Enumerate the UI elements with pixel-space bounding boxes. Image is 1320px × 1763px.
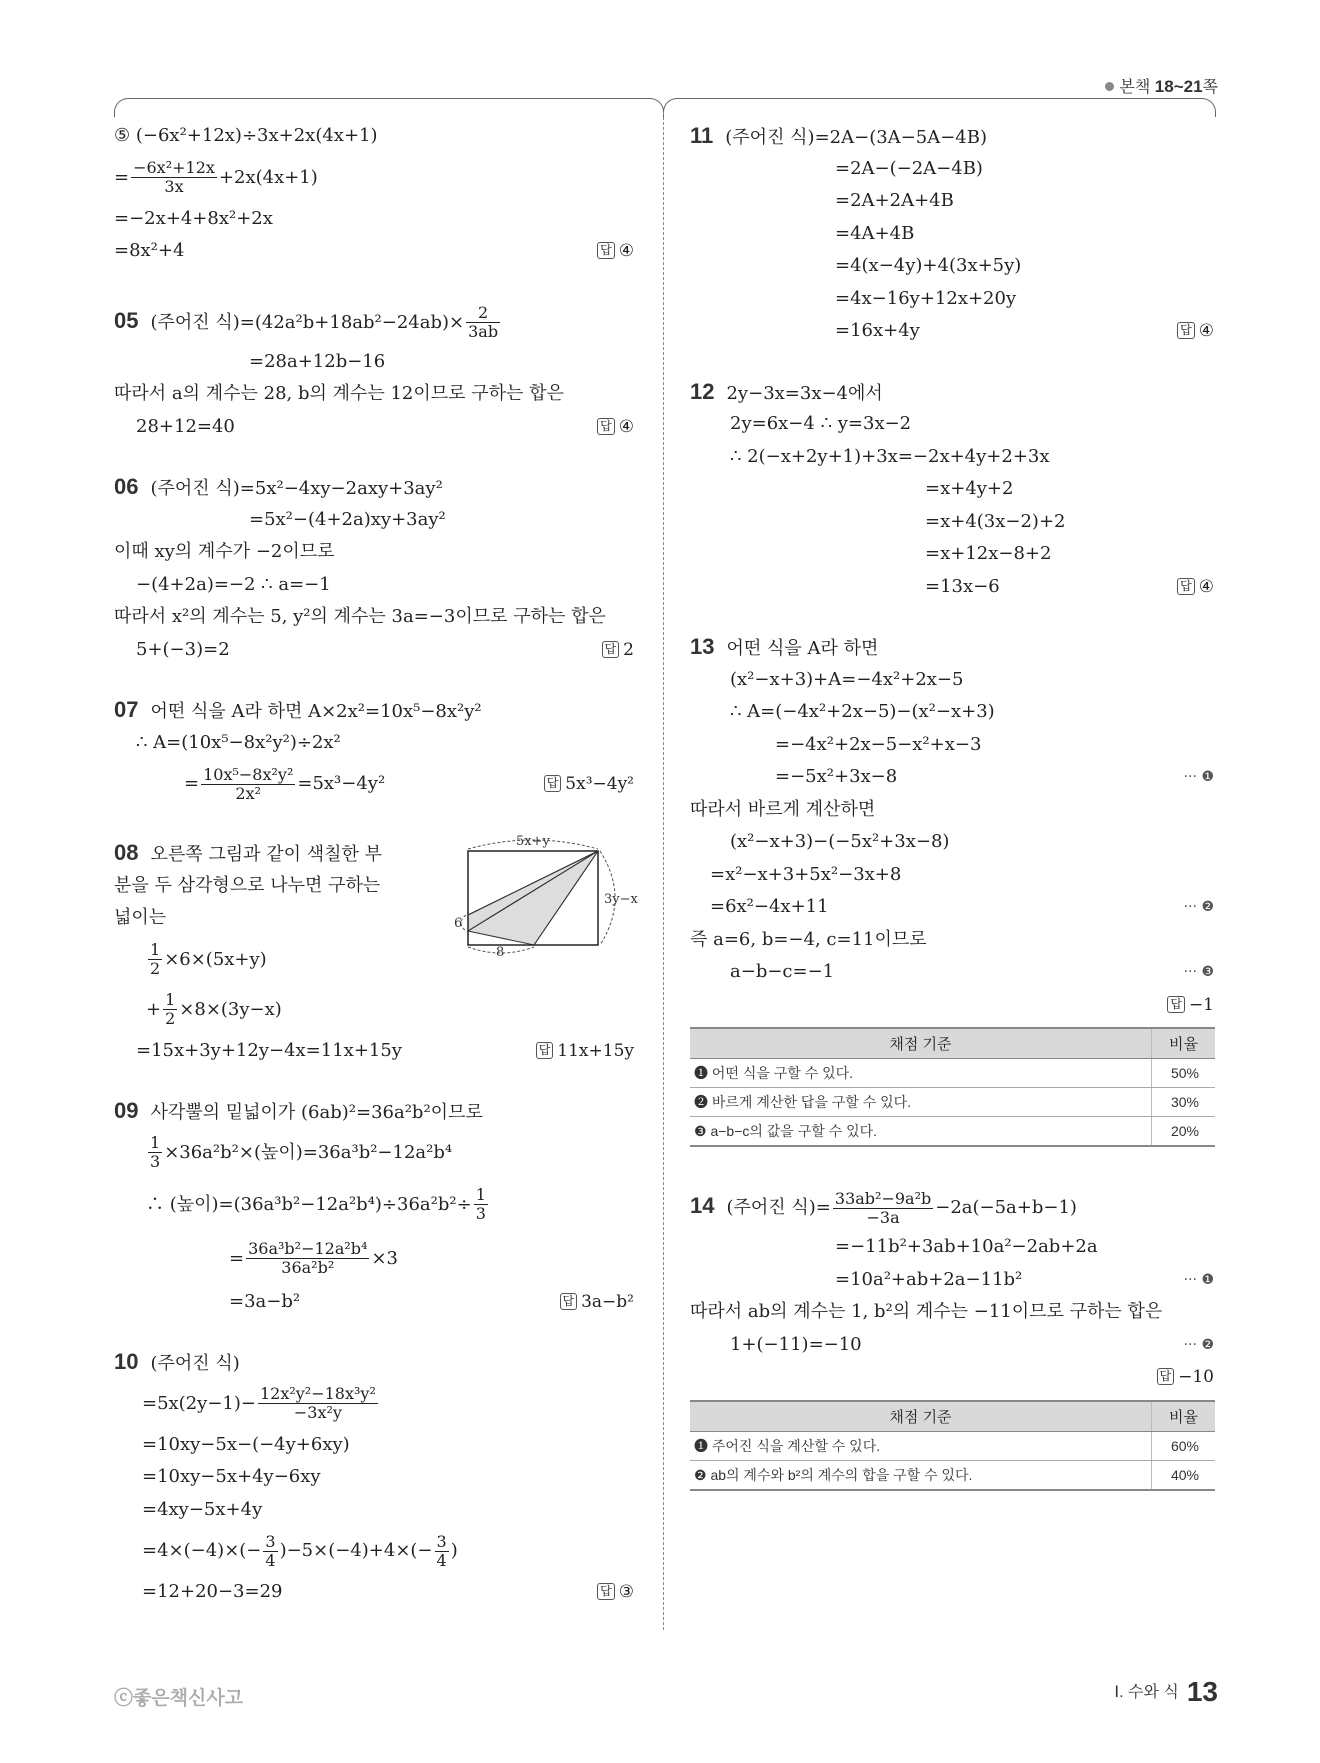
p10-line: =5x(2y−1)− $\frac{\text{12x²y²−18x³y²}}{\text{−3x²y}}$	[142, 1384, 376, 1422]
p12-line: 2y=6x−4 ∴ y=3x−2	[730, 413, 912, 434]
fraction: $\frac{\text{12x²y²−18x³y²}}{\text{−3x²y}}$	[259, 1384, 376, 1422]
p14-answer-line	[690, 1361, 1214, 1394]
p11-line: =4(x−4y)+4(3x+5y)	[835, 255, 1022, 276]
p14-line: =10a²+ab+2a−11b² ··· ❶	[690, 1264, 1214, 1297]
p13-line: =−4x²+2x−5−x²+x−3	[775, 733, 982, 755]
p04-line: =8x²+4 답 ④	[114, 235, 634, 268]
problem-05: 05 (주어진 식)=(42a²b+18ab²−24ab)× $\frac{2}{3ab}$	[114, 303, 499, 341]
answer-mark-icon: 답	[1157, 1368, 1175, 1385]
answer-mark-icon: 답	[1167, 996, 1185, 1013]
p11-line: =2A−(−2A−4B)	[835, 157, 983, 179]
p09-line: ∴ (높이)=(36a³b²−12a²b⁴)÷36a²b²÷ $\frac{1}{3}$	[146, 1185, 486, 1223]
problem-13: 13 어떤 식을 A라 하면	[690, 634, 879, 659]
step-marker: ··· ❶	[1183, 1271, 1214, 1288]
p11-line: =16x+4y 답 ④	[690, 315, 1214, 348]
table-row: ❸ a−b−c의 값을 구할 수 있다. 20%	[690, 1117, 1215, 1147]
p13-line: (x²−x+3)−(−5x²+3x−8)	[730, 831, 950, 852]
right-column-frame	[663, 98, 1216, 117]
fig-label-top: 5x+y	[516, 834, 550, 849]
p11-line: =4A+4B	[835, 222, 915, 244]
answer: 답 ④	[1177, 315, 1214, 348]
answer: 답 ④	[597, 411, 634, 444]
p11-line: =2A+2A+4B	[835, 190, 954, 211]
p11-line: =4x−16y+12x+20y	[835, 287, 1017, 309]
p07-line: ∴ A=(10x⁵−8x²y²)÷2x²	[136, 731, 341, 753]
answer: 답 −1	[1167, 989, 1214, 1022]
problem-12: 12 2y−3x=3x−4에서	[690, 378, 883, 404]
problem-14: 14 (주어진 식)= $\frac{\text{33ab²−9a²b}}{-3a}$ −2a(−5a+b−1)	[690, 1188, 1077, 1227]
p13-line: ∴ A=(−4x²+2x−5)−(x²−x+3)	[730, 701, 995, 722]
fig-label-right: 3y−x	[604, 892, 638, 907]
p10-line: =4×(−4)×(− $\frac{3}{4}$ )−5×(−4)+4×(− $\frac{3}{4}$ )	[142, 1531, 458, 1570]
problem-11: 11 (주어진 식)=2A−(3A−5A−4B)	[690, 123, 987, 148]
table-row: ❷ 바르게 계산한 답을 구할 수 있다. 30%	[690, 1088, 1215, 1117]
page-reference: 본책 18~21쪽	[1105, 74, 1218, 97]
problem-08: 5x+y 3y−x 6 8 08 오른쪽 그림과 같이 색칠한 부 분을 두 삼각형으로 나누면 구하는 넓이는 $\frac{1}{2}$ ×6×(5x+y) + $\frac{1}{2}$ ×8×(3y−x) =15x+3y+12y−4x=11x+15y 답 11x+15y	[114, 837, 634, 1067]
p12-line: =x+4y+2	[925, 478, 1014, 499]
p06-line: 5+(−3)=2 답 2	[114, 634, 634, 667]
column-divider	[663, 112, 664, 1630]
step-marker: ··· ❷	[1183, 899, 1214, 915]
p12-line: =13x−6 답 ④	[690, 571, 1214, 604]
p04-line: =−2x+4+8x²+2x	[114, 207, 273, 229]
page-number: 13	[1186, 1676, 1218, 1707]
fraction: $\frac{\text{36a³b²−12a²b⁴}}{\text{36a²b²}}$	[248, 1239, 368, 1277]
fraction: $\frac{\text{−6x²+12x}}{3x}$	[133, 158, 215, 196]
answer: 답 11x+15y	[536, 1035, 634, 1068]
p10-line: =4xy−5x+4y	[142, 1498, 263, 1520]
answer: 답 ④	[1177, 571, 1214, 604]
fraction: $\frac{\text{33ab²−9a²b}}{-3a}$	[834, 1188, 932, 1227]
step-marker: ··· ❸	[1183, 964, 1214, 980]
p13-line: (x²−x+3)+A=−4x²+2x−5	[730, 668, 964, 690]
p09-line: $\frac{1}{3}$ ×36a²b²×(높이)=36a³b²−12a²b⁴	[150, 1133, 453, 1171]
answer-mark-icon: 답	[602, 641, 620, 658]
problem-06: 06 (주어진 식)=5x²−4xy−2axy+3ay²	[114, 474, 443, 499]
grading-table: 채점 기준 비율 ❶ 주어진 식을 계산할 수 있다. 60% ❷ ab의 계수와 b²의 계수의 합을 구할 수 있다. 40%	[690, 1400, 1215, 1491]
right-column	[690, 120, 1214, 1491]
left-column	[114, 120, 638, 1609]
fig-label-left: 6	[454, 916, 463, 931]
p14-line: 따라서 ab의 계수는 1, b²의 계수는 −11이므로 구하는 합은	[690, 1301, 1163, 1322]
fraction: $\frac{2}{3ab}$	[468, 303, 499, 341]
fraction: $\frac{1}{3}$	[150, 1133, 161, 1171]
p04-line: = $\frac{\text{−6x²+12x}}{3x}$ +2x(4x+1)	[114, 158, 318, 196]
step-marker: ··· ❷	[1183, 1336, 1214, 1353]
p06-line: −(4+2a)=−2 ∴ a=−1	[136, 573, 331, 595]
p13-line: a−b−c=−1 ··· ❸	[690, 956, 1214, 989]
p06-line: 따라서 x²의 계수는 5, y²의 계수는 3a=−3이므로 구하는 합은	[114, 606, 606, 627]
answer-mark-icon: 답	[597, 418, 615, 435]
p13-line: 따라서 바르게 계산하면	[690, 798, 876, 820]
p06-line: 이때 xy의 계수가 −2이므로	[114, 541, 335, 562]
p13-line: =−5x²+3x−8 ··· ❶	[690, 761, 1214, 794]
problem-10: 10 (주어진 식)	[114, 1349, 240, 1374]
p04-line: ⑤ (−6x²+12x)÷3x+2x(4x+1)	[114, 125, 378, 146]
p13-line: 즉 a=6, b=−4, c=11이므로	[690, 928, 927, 950]
p05-line: 따라서 a의 계수는 28, b의 계수는 12이므로 구하는 합은	[114, 383, 564, 404]
p12-line: =x+12x−8+2	[925, 543, 1052, 564]
p05-line: 28+12=40 답 ④	[114, 411, 634, 444]
p10-line: =10xy−5x+4y−6xy	[142, 1466, 321, 1487]
table-row: ❷ ab의 계수와 b²의 계수의 합을 구할 수 있다. 40%	[690, 1460, 1215, 1490]
answer: 답 ④	[597, 235, 634, 268]
p10-line: =12+20−3=29 답 ③	[114, 1576, 634, 1609]
fraction: $\frac{1}{3}$	[475, 1185, 486, 1223]
answer-mark-icon: 답	[544, 775, 562, 792]
section-title: Ⅰ. 수와 식	[1114, 1684, 1179, 1701]
p09-line: = $\frac{\text{36a³b²−12a²b⁴}}{\text{36a²b²}}$ ×3	[229, 1239, 398, 1277]
problem-07: 07 어떤 식을 A라 하면 A×2x²=10x⁵−8x²y²	[114, 697, 482, 722]
p12-line: ∴ 2(−x+2y+1)+3x=−2x+4y+2+3x	[730, 445, 1050, 467]
p05-line: =28a+12b−16	[249, 350, 386, 372]
fraction: $\frac{1}{2}$	[150, 940, 161, 978]
fraction: $\frac{3}{4}$	[265, 1531, 276, 1570]
p12-line: =x+4(3x−2)+2	[925, 510, 1066, 532]
page-footer	[1114, 1676, 1218, 1708]
p14-line: =−11b²+3ab+10a²−2ab+2a	[835, 1236, 1098, 1257]
p10-line: =10xy−5x−(−4y+6xy)	[142, 1433, 350, 1455]
problem-09: 09 사각뿔의 밑넓이가 (6ab)²=36a²b²이므로	[114, 1098, 483, 1123]
p13-answer-line	[690, 989, 1214, 1022]
left-column-frame	[114, 98, 664, 117]
answer-mark-icon: 답	[560, 1293, 578, 1310]
answer-mark-icon: 답	[1177, 578, 1195, 595]
p14-line: 1+(−11)=−10 ··· ❷	[690, 1329, 1214, 1362]
answer-mark-icon: 답	[597, 242, 615, 259]
bullet-icon	[1105, 82, 1114, 91]
grading-table: 채점 기준 비율 ❶ 어떤 식을 구할 수 있다. 50% ❷ 바르게 계산한 답을 구할 수 있다. 30% ❸ a−b−c의 값을 구할 수 있다. 20%	[690, 1027, 1215, 1147]
p09-line: =3a−b² 답 3a−b²	[114, 1286, 634, 1319]
answer: 답 3a−b²	[560, 1286, 635, 1319]
p13-line: =6x²−4x+11 ··· ❷	[690, 891, 1214, 924]
answer-mark-icon: 답	[1177, 322, 1195, 339]
answer-mark-icon: 답	[597, 1583, 615, 1600]
p07-line: = $\frac{\text{10x⁵−8x²y²}}{\text{2x²}}$ =5x³−4y² 답 5x³−4y²	[114, 759, 634, 809]
publisher-logo: ⓒ좋은책신사고	[114, 1688, 244, 1709]
fraction: $\frac{\text{10x⁵−8x²y²}}{\text{2x²}}$	[203, 764, 294, 803]
fig-label-bottom: 8	[496, 945, 505, 960]
fraction: $\frac{3}{4}$	[436, 1531, 447, 1570]
fraction: $\frac{1}{2}$	[165, 990, 176, 1028]
table-row: ❶ 어떤 식을 구할 수 있다. 50%	[690, 1059, 1215, 1088]
step-marker: ··· ❶	[1183, 769, 1214, 785]
answer-mark-icon: 답	[536, 1042, 554, 1059]
answer: 답 −10	[1157, 1361, 1214, 1394]
answer: 답 2	[602, 634, 634, 667]
p13-line: =x²−x+3+5x²−3x+8	[710, 863, 902, 885]
table-row: ❶ 주어진 식을 계산할 수 있다. 60%	[690, 1431, 1215, 1460]
p06-line: =5x²−(4+2a)xy+3ay²	[249, 508, 446, 530]
answer: 답 ③	[597, 1576, 634, 1609]
answer: 답 5x³−4y²	[544, 759, 634, 809]
